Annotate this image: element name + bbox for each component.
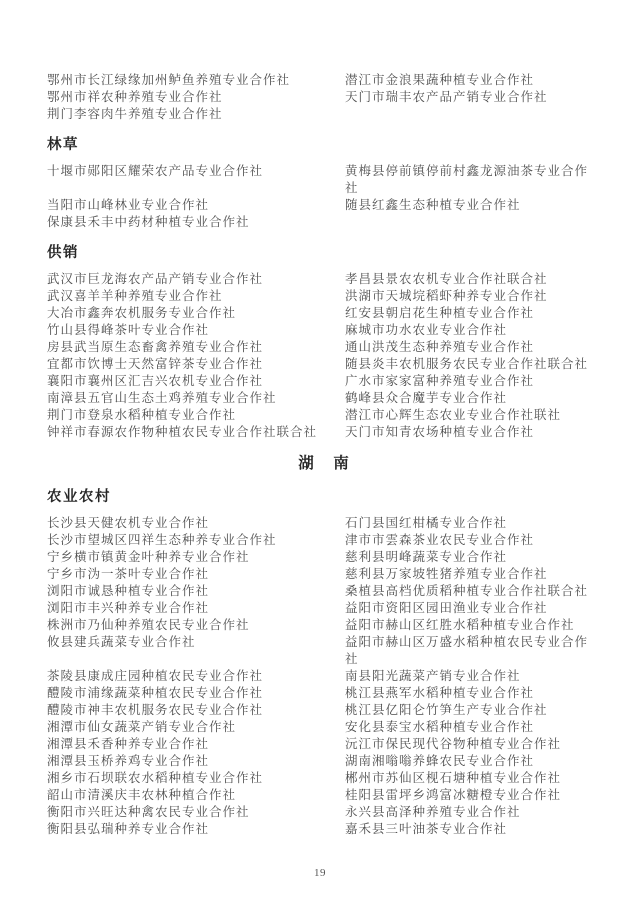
cooperative-row (47, 424, 602, 441)
cooperative-name: 孝昌县景农农机专业合作社联合社 (345, 272, 548, 286)
cooperative-name: 湘潭市仙女蔬菜产销专业合作社 (47, 720, 237, 734)
cooperative-name: 浏阳市诚恳种植专业合作社 (47, 584, 210, 598)
cooperative-name: 天门市瑞丰农产品产销专业合作社 (345, 90, 548, 104)
cooperative-row (47, 271, 602, 288)
cooperative-name: 随县红鑫生态种植专业合作社 (345, 198, 521, 212)
cooperative-list (47, 72, 602, 838)
cooperative-name: 黄梅县停前镇停前村鑫龙源油茶专业合作社 (345, 164, 589, 195)
cooperative-row (47, 532, 602, 549)
cooperative-name: 潜江市金浪果蔬种植专业合作社 (345, 73, 535, 87)
cooperative-name: 长沙市望城区四祥生态种养专业合作社 (47, 533, 277, 547)
cooperative-row (47, 390, 602, 407)
section-heading-gongxiao: 供销 (47, 245, 79, 261)
cooperative-row (47, 549, 602, 566)
cooperative-name: 当阳市山峰林业专业合作社 (47, 198, 210, 212)
cooperative-name: 广水市家家富种养殖专业合作社 (345, 374, 535, 388)
section-heading-nongye-nongcun: 农业农村 (47, 489, 111, 505)
cooperative-name: 荆门李容肉牛养殖专业合作社 (47, 107, 223, 121)
cooperative-row (47, 339, 602, 356)
cooperative-row (47, 787, 602, 804)
cooperative-name: 南县阳光蔬菜产销专业合作社 (345, 669, 521, 683)
cooperative-name: 钟祥市春源农作物种植农民专业合作社联合社 (47, 425, 318, 439)
cooperative-name: 襄阳市襄州区汇吉兴农机专业合作社 (47, 374, 264, 388)
cooperative-name: 长沙县天健农机专业合作社 (47, 516, 210, 530)
cooperative-name: 茶陵县康成庄园种植农民专业合作社 (47, 669, 264, 683)
cooperative-name: 益阳市赫山区万盛水稻种植农民专业合作社 (345, 635, 589, 666)
cooperative-row (47, 821, 602, 838)
cooperative-name: 醴陵市神丰农机服务农民专业合作社 (47, 703, 264, 717)
cooperative-row (47, 753, 602, 770)
cooperative-name: 郴州市苏仙区枧石塘种植专业合作社 (345, 771, 562, 785)
cooperative-name: 宁乡横市镇黄金叶种养专业合作社 (47, 550, 250, 564)
cooperative-name: 宁乡市沩一茶叶专业合作社 (47, 567, 210, 581)
cooperative-name: 天门市知青农场种植专业合作社 (345, 425, 535, 439)
cooperative-name: 武汉喜羊羊种养殖专业合作社 (47, 289, 223, 303)
cooperative-name: 醴陵市浦缘蔬菜种植农民专业合作社 (47, 686, 264, 700)
cooperative-name: 攸县建兵蔬菜专业合作社 (47, 635, 196, 649)
cooperative-name: 南漳县五官山生态土鸡养殖专业合作社 (47, 391, 277, 405)
cooperative-row (47, 163, 602, 197)
cooperative-row (47, 685, 602, 702)
cooperative-row (47, 770, 602, 787)
cooperative-name: 株洲市乃仙种养殖农民专业合作社 (47, 618, 250, 632)
cooperative-name: 潜江市心辉生态农业专业合作社联社 (345, 408, 562, 422)
cooperative-name: 随县炎丰农机服务农民专业合作社联合社 (345, 357, 589, 371)
cooperative-name: 益阳市赫山区红胜水稻种植专业合作社 (345, 618, 575, 632)
cooperative-name: 湘潭县禾香种养专业合作社 (47, 737, 210, 751)
cooperative-name: 益阳市资阳区园田渔业专业合作社 (345, 601, 548, 615)
section-heading-lincao: 林草 (47, 137, 79, 153)
cooperative-row (47, 407, 602, 424)
cooperative-row (47, 634, 602, 668)
cooperative-row (47, 566, 602, 583)
cooperative-name: 慈利县明峰蔬菜专业合作社 (345, 550, 508, 564)
cooperative-name: 鄂州市祥农种养殖专业合作社 (47, 90, 223, 104)
cooperative-name: 湖南湘嗡嗡养蜂农民专业合作社 (345, 754, 535, 768)
cooperative-row (47, 617, 602, 634)
cooperative-name: 通山洪茂生态种养殖专业合作社 (345, 340, 535, 354)
cooperative-row (47, 89, 602, 106)
cooperative-name: 石门县国红柑橘专业合作社 (345, 516, 508, 530)
cooperative-name: 红安县朝启花生种植专业合作社 (345, 306, 535, 320)
cooperative-name: 桂阳县雷坪乡鸿富冰糖橙专业合作社 (345, 788, 562, 802)
cooperative-name: 浏阳市丰兴种养专业合作社 (47, 601, 210, 615)
cooperative-row (47, 322, 602, 339)
cooperative-name: 麻城市功水农业专业合作社 (345, 323, 508, 337)
cooperative-name: 保康县禾丰中药材种植专业合作社 (47, 215, 250, 229)
cooperative-row (47, 356, 602, 373)
page-number: 19 (314, 867, 326, 879)
cooperative-name: 嘉禾县三叶油茶专业合作社 (345, 822, 508, 836)
cooperative-row (47, 515, 602, 532)
cooperative-name: 洪湖市天城垸稻虾种养专业合作社 (345, 289, 548, 303)
cooperative-name: 安化县泰宝水稻种植专业合作社 (345, 720, 535, 734)
cooperative-name: 津市市雲森茶业农民专业合作社 (345, 533, 535, 547)
cooperative-row (47, 600, 602, 617)
cooperative-row (47, 305, 602, 322)
cooperative-row (47, 72, 602, 89)
cooperative-name: 鄂州市长江绿缘加州鲈鱼养殖专业合作社 (47, 73, 291, 87)
cooperative-name: 宜都市饮博士天然富锌茶专业合作社 (47, 357, 264, 371)
province-heading: 湖 南 (298, 455, 351, 472)
cooperative-row (47, 373, 602, 390)
cooperative-name: 慈利县万家坡牲猪养殖专业合作社 (345, 567, 548, 581)
cooperative-name: 桑植县高档优质稻种植专业合作社联合社 (345, 584, 589, 598)
cooperative-row (47, 214, 602, 231)
cooperative-row (47, 702, 602, 719)
cooperative-row (47, 288, 602, 305)
cooperative-name: 桃江县燕军水稻种植专业合作社 (345, 686, 535, 700)
cooperative-name: 湘潭县玉桥养鸡专业合作社 (47, 754, 210, 768)
cooperative-row (47, 197, 602, 214)
cooperative-name: 衡阳市兴旺达种禽农民专业合作社 (47, 805, 250, 819)
cooperative-name: 沅江市保民现代谷物种植专业合作社 (345, 737, 562, 751)
cooperative-name: 十堰市郧阳区耀荣农产品专业合作社 (47, 164, 264, 178)
cooperative-name: 房县武当原生态畜禽养殖专业合作社 (47, 340, 264, 354)
cooperative-name: 大冶市鑫奔农机服务专业合作社 (47, 306, 237, 320)
cooperative-name: 桃江县亿阳仑竹笋生产专业合作社 (345, 703, 548, 717)
cooperative-name: 荆门市登泉水稻种植专业合作社 (47, 408, 237, 422)
cooperative-row (47, 804, 602, 821)
cooperative-name: 衡阳县弘瑞种养专业合作社 (47, 822, 210, 836)
cooperative-name: 永兴县高泽种养殖专业合作社 (345, 805, 521, 819)
cooperative-row (47, 736, 602, 753)
cooperative-row (47, 106, 602, 123)
cooperative-row (47, 719, 602, 736)
cooperative-name: 湘乡市石坝联农水稻种植专业合作社 (47, 771, 264, 785)
cooperative-name: 武汉市巨龙海农产品产销专业合作社 (47, 272, 264, 286)
cooperative-row (47, 583, 602, 600)
cooperative-row (47, 668, 602, 685)
cooperative-name: 竹山县得峰茶叶专业合作社 (47, 323, 210, 337)
cooperative-name: 韶山市清溪庆丰农林种植合作社 (47, 788, 237, 802)
cooperative-name: 鹤峰县众合魔芋专业合作社 (345, 391, 508, 405)
